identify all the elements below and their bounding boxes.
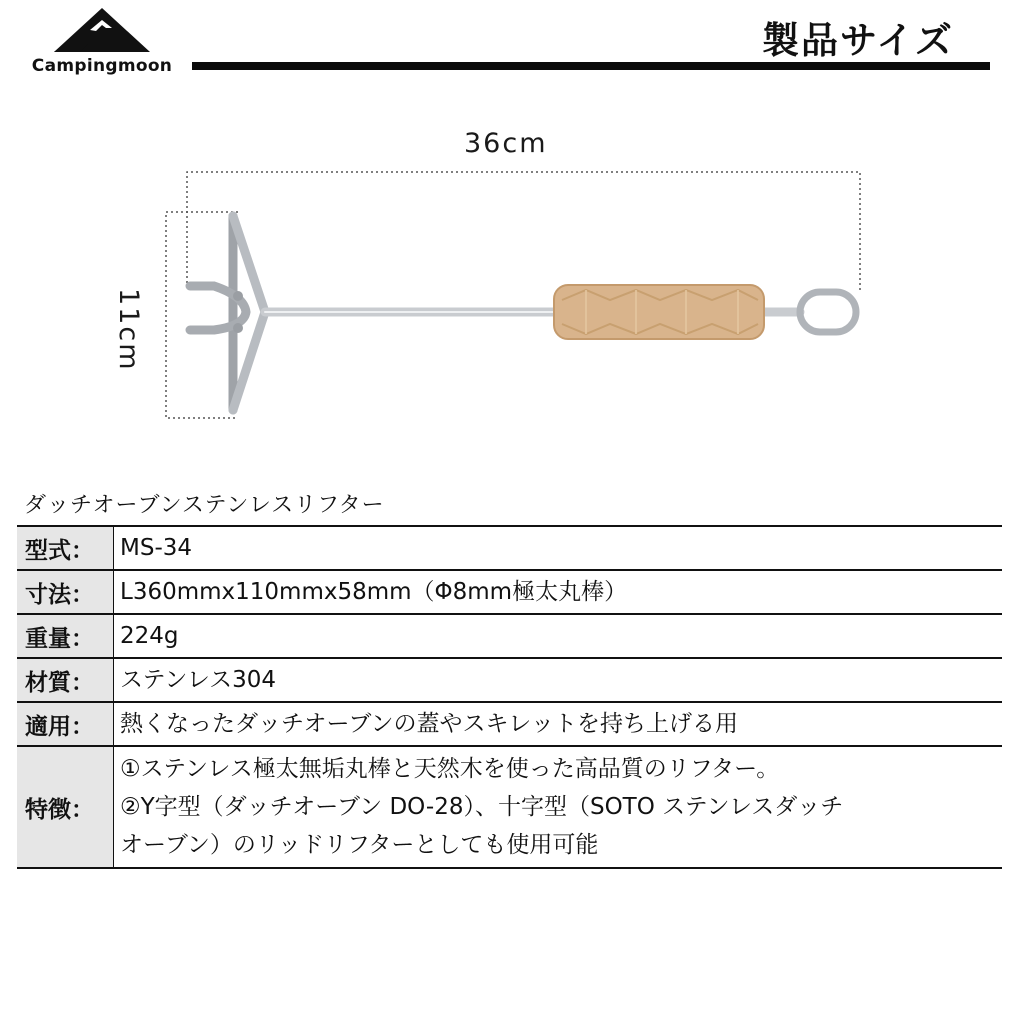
spec-value: L360mmx110mmx58mm（Φ8mm極太丸棒）	[114, 570, 1003, 614]
spec-key: 寸法：	[17, 570, 114, 614]
height-dimension-line	[166, 212, 238, 418]
spec-value: 224g	[114, 614, 1003, 658]
spec-key: 特徴：	[17, 746, 114, 868]
spec-value-multiline	[114, 746, 1003, 868]
brand-name: Campingmoon	[31, 56, 173, 76]
spec-key: 型式：	[17, 526, 114, 570]
spec-row-weight	[17, 614, 1002, 658]
spec-key: 適用：	[17, 702, 114, 746]
spec-value: 熱くなったダッチオーブンの蓋やスキレットを持ち上げる用	[114, 702, 1003, 746]
spec-row-material	[17, 658, 1002, 702]
page-title: 製品サイズ	[761, 19, 954, 62]
spec-key: 材質：	[17, 658, 114, 702]
length-dimension-label: 36cm	[464, 128, 548, 159]
spec-row-features	[17, 746, 1002, 868]
spec-value: MS-34	[114, 526, 1003, 570]
feature-line: ②Y字型（ダッチオーブン DO-28）、十字型（SOTO ステンレスダッチ	[120, 794, 844, 820]
wooden-handle	[554, 285, 764, 339]
length-dimension-line	[187, 172, 860, 290]
product-name: ダッチオーブンステンレスリフター	[24, 493, 385, 518]
spec-key: 重量：	[17, 614, 114, 658]
product-diagram	[0, 0, 1024, 460]
feature-line: ①ステンレス極太無垢丸棒と天然木を使った高品質のリフター。	[120, 756, 780, 782]
spec-value: ステンレス304	[114, 658, 1003, 702]
spec-row-model	[17, 526, 1002, 570]
spec-row-usage	[17, 702, 1002, 746]
feature-line: オーブン）のリッドリフターとしても使用可能	[120, 832, 599, 858]
spec-table	[17, 525, 1002, 869]
spec-row-size	[17, 570, 1002, 614]
height-dimension-label: 11cm	[113, 288, 144, 372]
